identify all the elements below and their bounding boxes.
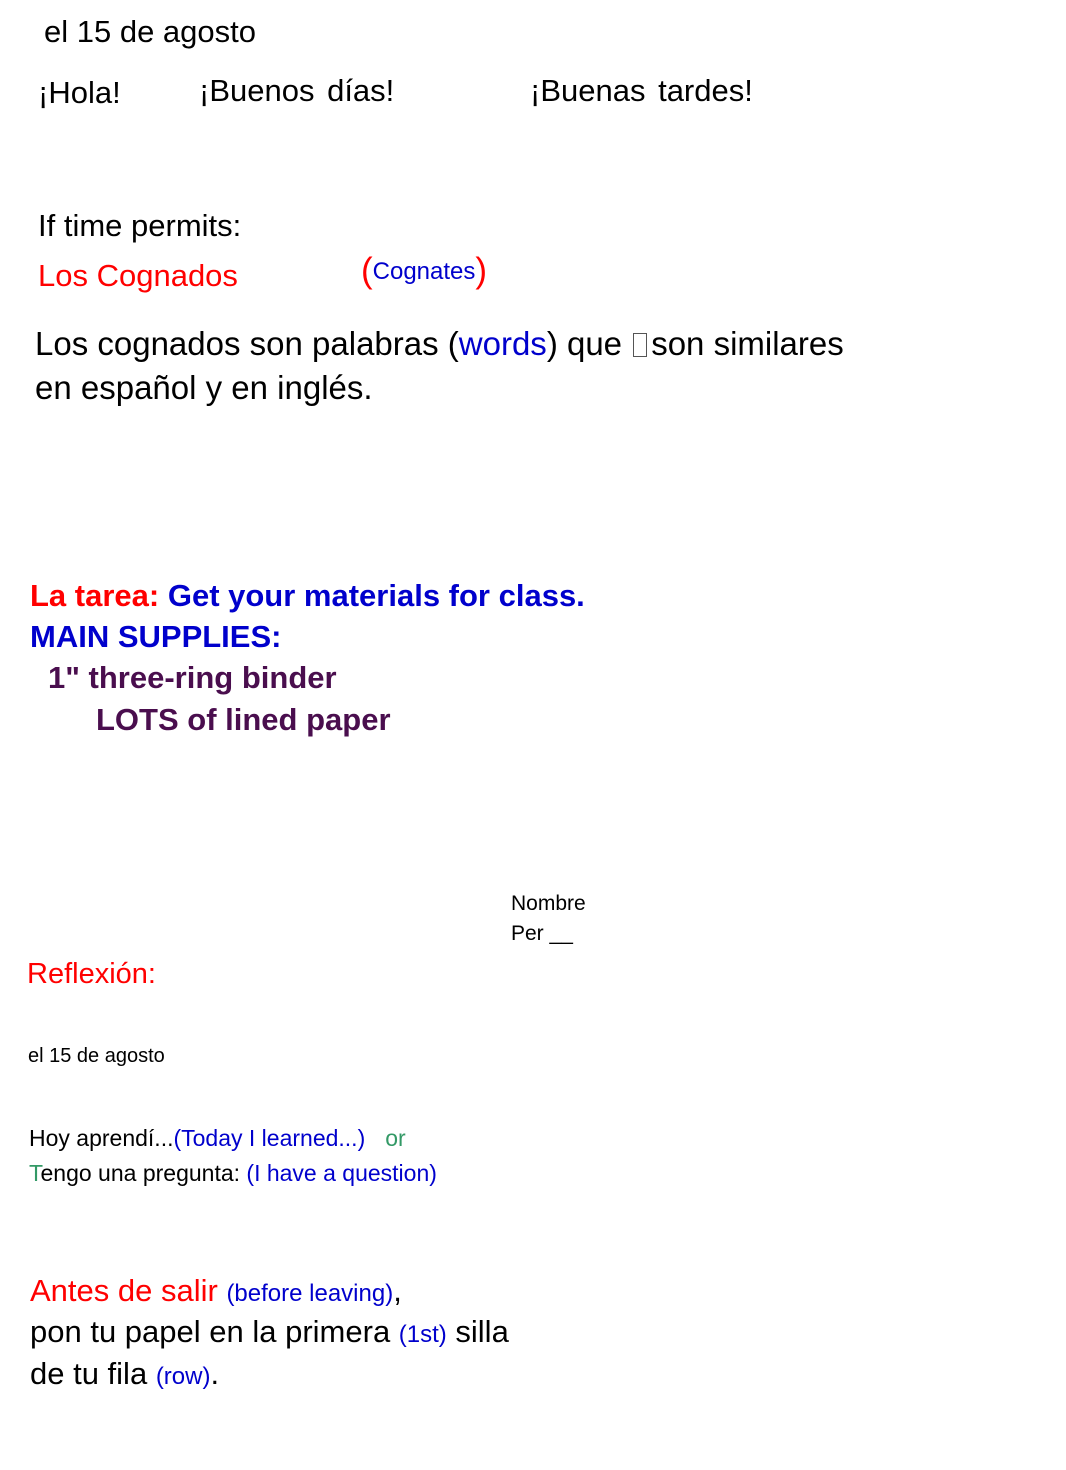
prompt-learned: Hoy aprendí...(Today I learned...) or xyxy=(29,1125,406,1151)
supply-item-binder: 1" three-ring binder xyxy=(48,660,337,695)
definition-line-2: en español y en inglés. xyxy=(35,369,373,406)
slip-date: el 15 de agosto xyxy=(28,1045,165,1067)
exit-line-1: Antes de salir (before leaving), xyxy=(30,1273,402,1308)
cognates-translation xyxy=(361,253,487,288)
translation-text: Cognates xyxy=(372,258,476,285)
greeting-buenos-dias: ¡Buenos días! xyxy=(199,73,395,108)
cognates-topic: Los Cognados xyxy=(38,258,238,293)
exit-line-2: pon tu papel en la primera (1st) silla xyxy=(30,1314,509,1349)
slip-name-label: Nombre xyxy=(511,892,586,915)
missing-glyph-icon xyxy=(633,333,647,357)
greeting-buenas-tardes: ¡Buenas tardes! xyxy=(530,73,753,108)
paren-open: ( xyxy=(361,251,373,290)
homework-text: Get your materials for class. xyxy=(167,578,585,613)
homework-line xyxy=(30,580,585,611)
prompt-question: Tengo una pregunta: (I have a question) xyxy=(29,1160,437,1186)
or-label: or xyxy=(385,1125,406,1151)
slip-period-label: Per __ xyxy=(511,922,573,945)
if-time-label: If time permits: xyxy=(38,208,242,243)
reflection-title: Reflexión: xyxy=(27,958,156,990)
greeting-hola: ¡Hola! xyxy=(38,75,121,110)
header-date: el 15 de agosto xyxy=(44,14,257,49)
exit-line-3: de tu fila (row). xyxy=(30,1356,220,1391)
supply-item-paper: LOTS of lined paper xyxy=(96,702,391,737)
word-words: words xyxy=(458,325,547,362)
paren-close: ) xyxy=(475,251,488,290)
definition-line-1: Los cognados son palabras (words) que son similares xyxy=(35,325,844,362)
homework-label: La tarea: xyxy=(30,578,168,613)
supplies-title: MAIN SUPPLIES: xyxy=(30,619,282,654)
